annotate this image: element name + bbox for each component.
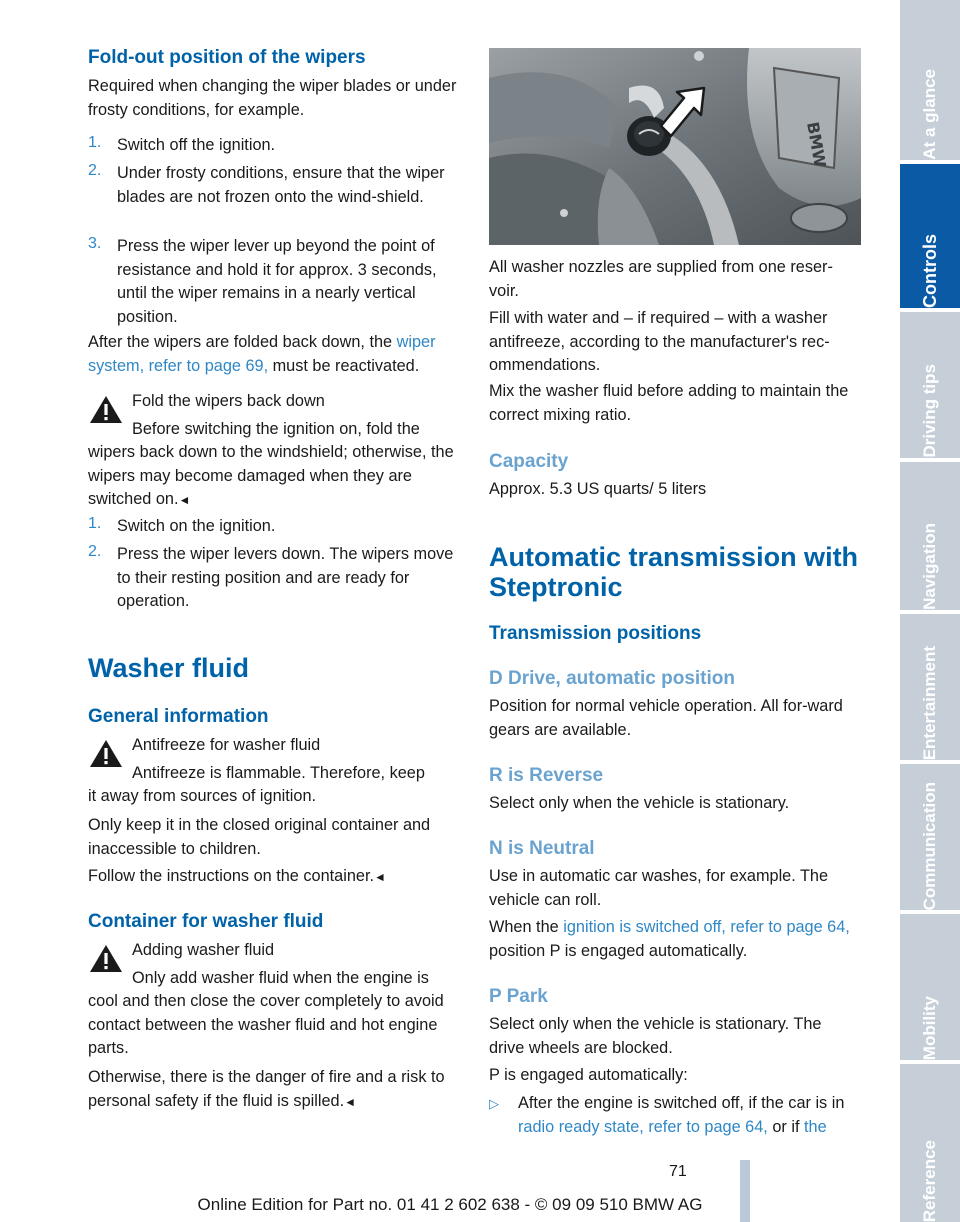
list-item: 2. Under frosty conditions, ensure that the wiper blades are not frozen onto the wind-shield.: [88, 162, 445, 206]
list-item: 1. Switch on the ignition.: [88, 515, 276, 535]
reactivate-note: After the wipers are folded back down, the wiper system, refer to page 69, must be reactivated.: [88, 333, 436, 375]
warning-triangle-icon: [88, 394, 124, 426]
park-heading: P Park: [489, 986, 548, 1007]
park-auto-text: P is engaged automatically:: [489, 1066, 688, 1084]
tab-controls[interactable]: Controls: [900, 164, 960, 308]
capacity-text: Approx. 5.3 US quarts/ 5 liters: [489, 480, 707, 498]
ignition-off-link[interactable]: ignition is switched off, refer to page 64,: [563, 918, 850, 936]
tab-mobility[interactable]: Mobility: [900, 914, 960, 1060]
automatic-transmission-heading: Automatic transmission with Steptronic: [489, 542, 859, 602]
warning-triangle-icon: [88, 943, 124, 975]
list-item: 3. Press the wiper lever up beyond the point of resistance and hold it for approx. 3 seconds, until the wiper remains in a nearly vertical position.: [88, 235, 437, 326]
keep-container-text: Only keep it in the closed original container and inaccessible to children.: [88, 816, 431, 858]
tab-driving-tips[interactable]: Driving tips: [900, 312, 960, 458]
wiper-system-link[interactable]: wiper system, refer to page 69,: [88, 333, 436, 375]
list-item: ▷ After the engine is switched off, if the car is in radio ready state, refer to page 64, or if the: [489, 1094, 845, 1136]
danger-text: Otherwise, there is the danger of fire and a risk to personal safety if the fluid is spilled.◄: [88, 1068, 445, 1110]
transmission-positions-heading: Transmission positions: [489, 623, 702, 644]
reverse-text: Select only when the vehicle is stationary.: [489, 794, 790, 812]
warning-triangle-icon: [88, 738, 124, 770]
washer-reservoir-photo: [489, 48, 861, 245]
container-heading: Container for washer fluid: [88, 911, 324, 932]
neutral-heading: N is Neutral: [489, 838, 595, 859]
list-item: 1. Switch off the ignition.: [88, 134, 276, 154]
list-item: 2. Press the wiper levers down. The wipers move to their resting position and are ready for operation.: [88, 543, 454, 610]
warning-adding-fluid: Adding washer fluid Only add washer fluid when the engine is cool and then close the cover completely to avoid contact between the washer fluid and hot engine parts.: [88, 941, 444, 1057]
drive-text: Position for normal vehicle operation. All for-ward gears are available.: [489, 697, 843, 739]
tab-reference[interactable]: Reference: [900, 1064, 960, 1222]
neutral-text: Use in automatic car washes, for example. The vehicle can roll.: [489, 867, 829, 909]
park-text: Select only when the vehicle is stationary. The drive wheels are blocked.: [489, 1015, 822, 1057]
warning-fold-wipers: Fold the wipers back down Before switching the ignition on, fold the wipers back down to the windshield; otherwise, the wipers may become damaged when they are switched on.◄: [88, 392, 454, 508]
page-number: 71: [669, 1163, 687, 1180]
tab-entertainment[interactable]: Entertainment: [900, 614, 960, 760]
warning-antifreeze: Antifreeze for washer fluid Antifreeze is flammable. Therefore, keep it away from sources of ignition.: [88, 736, 425, 805]
general-info-heading: General information: [88, 706, 269, 727]
drive-heading: D Drive, automatic position: [489, 668, 735, 689]
follow-instructions-text: Follow the instructions on the container.◄: [88, 867, 386, 885]
ignition-note: When the ignition is switched off, refer to page 64, position P is engaged automatically.: [489, 918, 850, 960]
continued-link[interactable]: the: [804, 1117, 827, 1136]
fold-out-heading: Fold-out position of the wipers: [88, 47, 366, 68]
fill-text: Fill with water and – if required – with a washer antifreeze, according to the manufacturer's rec-ommendations.: [489, 309, 830, 374]
mix-text: Mix the washer fluid before adding to maintain the correct mixing ratio.: [489, 382, 849, 424]
tab-navigation[interactable]: Navigation: [900, 462, 960, 610]
bullet-triangle-icon: ▷: [489, 1096, 499, 1111]
tab-communication[interactable]: Communication: [900, 764, 960, 910]
tab-at-a-glance[interactable]: At a glance: [900, 0, 960, 160]
radio-ready-link[interactable]: radio ready state, refer to page 64,: [518, 1117, 768, 1136]
fold-out-intro: Required when changing the wiper blades or under frosty conditions, for example.: [88, 77, 457, 119]
engine-logo: BMW: [803, 120, 830, 169]
chapter-tabs: [900, 0, 960, 1222]
nozzles-text: All washer nozzles are supplied from one reser-voir.: [489, 258, 833, 300]
capacity-heading: Capacity: [489, 451, 569, 472]
reverse-heading: R is Reverse: [489, 765, 604, 786]
washer-fluid-heading: Washer fluid: [88, 653, 250, 683]
footer-edition: Online Edition for Part no. 01 41 2 602 638 - © 09 09 510 BMW AG: [197, 1195, 703, 1214]
